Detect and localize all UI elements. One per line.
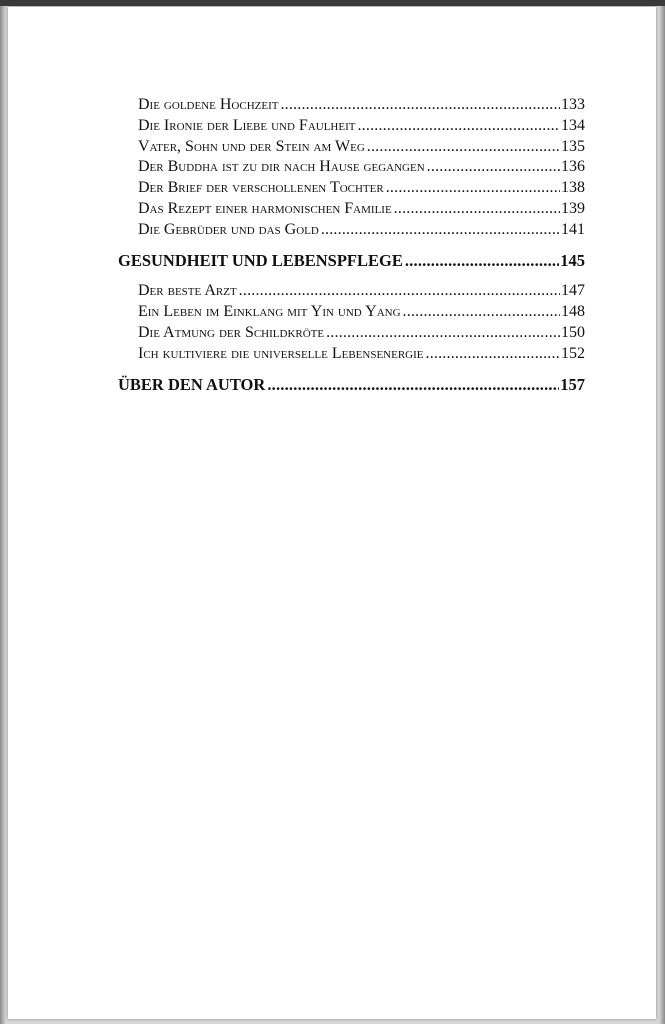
toc-entry-page: 147 [561, 282, 585, 300]
toc-entry-title: Der beste Arzt [138, 282, 237, 300]
document-page[interactable] [8, 7, 656, 1019]
toc-chapter-title: GESUNDHEIT UND LEBENSPFLEGE [118, 250, 403, 270]
dot-leader [326, 323, 560, 344]
toc-entry-title: Vater, Sohn und der Stein am Weg [138, 137, 365, 155]
toc-entry-page: 152 [561, 344, 585, 362]
toc-entry-page: 135 [561, 137, 585, 155]
dot-leader [321, 220, 560, 241]
toc-entry-page: 133 [561, 96, 585, 113]
toc-chapter-entry[interactable] [118, 375, 585, 396]
dot-leader [426, 344, 561, 365]
toc-entry-title: Die Atmung der Schildkröte [138, 323, 325, 341]
toc-chapter-page: 145 [560, 250, 585, 270]
dot-leader [367, 137, 560, 158]
dot-leader [386, 178, 560, 199]
toc-entry[interactable] [118, 344, 585, 365]
dot-leader [280, 95, 560, 116]
toc-entry-page: 136 [561, 158, 585, 176]
toc-entry[interactable] [118, 199, 585, 220]
toc-entry-page: 139 [561, 199, 585, 217]
toc-entry-title: Ich kultiviere die universelle Lebensenergie [138, 344, 424, 362]
toc-entry[interactable] [118, 116, 585, 137]
toc-entry-page: 134 [561, 116, 585, 134]
dot-leader [427, 157, 560, 178]
toc-entry-title: Die Gebrüder und das Gold [138, 220, 319, 238]
dot-leader [394, 199, 560, 220]
toc-entry[interactable] [118, 302, 585, 323]
dot-leader [403, 302, 560, 323]
toc-entry[interactable] [118, 178, 585, 199]
toc-entry[interactable] [118, 281, 585, 302]
dot-leader [357, 116, 560, 137]
toc-entry-title: Die goldene Hochzeit [138, 96, 279, 113]
toc-entry-page: 148 [561, 303, 585, 321]
toc-entry-title: Die Ironie der Liebe und Faulheit [138, 116, 356, 134]
toc-entry[interactable] [118, 157, 585, 178]
table-of-contents [118, 95, 585, 395]
toc-entry-title: Der Brief der verschollenen Tochter [138, 179, 384, 197]
toc-chapter-title: ÜBER DEN AUTOR [118, 374, 266, 394]
toc-entry[interactable] [118, 95, 585, 116]
toc-entry-title: Der Buddha ist zu dir nach Hause gegangen [138, 158, 425, 176]
viewer-top-edge [0, 0, 665, 6]
toc-chapter-page: 157 [560, 374, 585, 394]
toc-entry[interactable] [118, 220, 585, 241]
toc-entry-title: Das Rezept einer harmonischen Familie [138, 199, 392, 217]
toc-chapter-entry[interactable] [118, 251, 585, 272]
toc-entry-page: 150 [561, 323, 585, 341]
dot-leader [405, 251, 559, 272]
dot-leader [239, 281, 560, 302]
toc-entry[interactable] [118, 137, 585, 158]
toc-entry-page: 141 [561, 220, 585, 238]
toc-entry-page: 138 [561, 179, 585, 197]
toc-entry-title: Ein Leben im Einklang mit Yin und Yang [138, 303, 401, 321]
dot-leader [267, 375, 559, 396]
toc-entry[interactable] [118, 323, 585, 344]
